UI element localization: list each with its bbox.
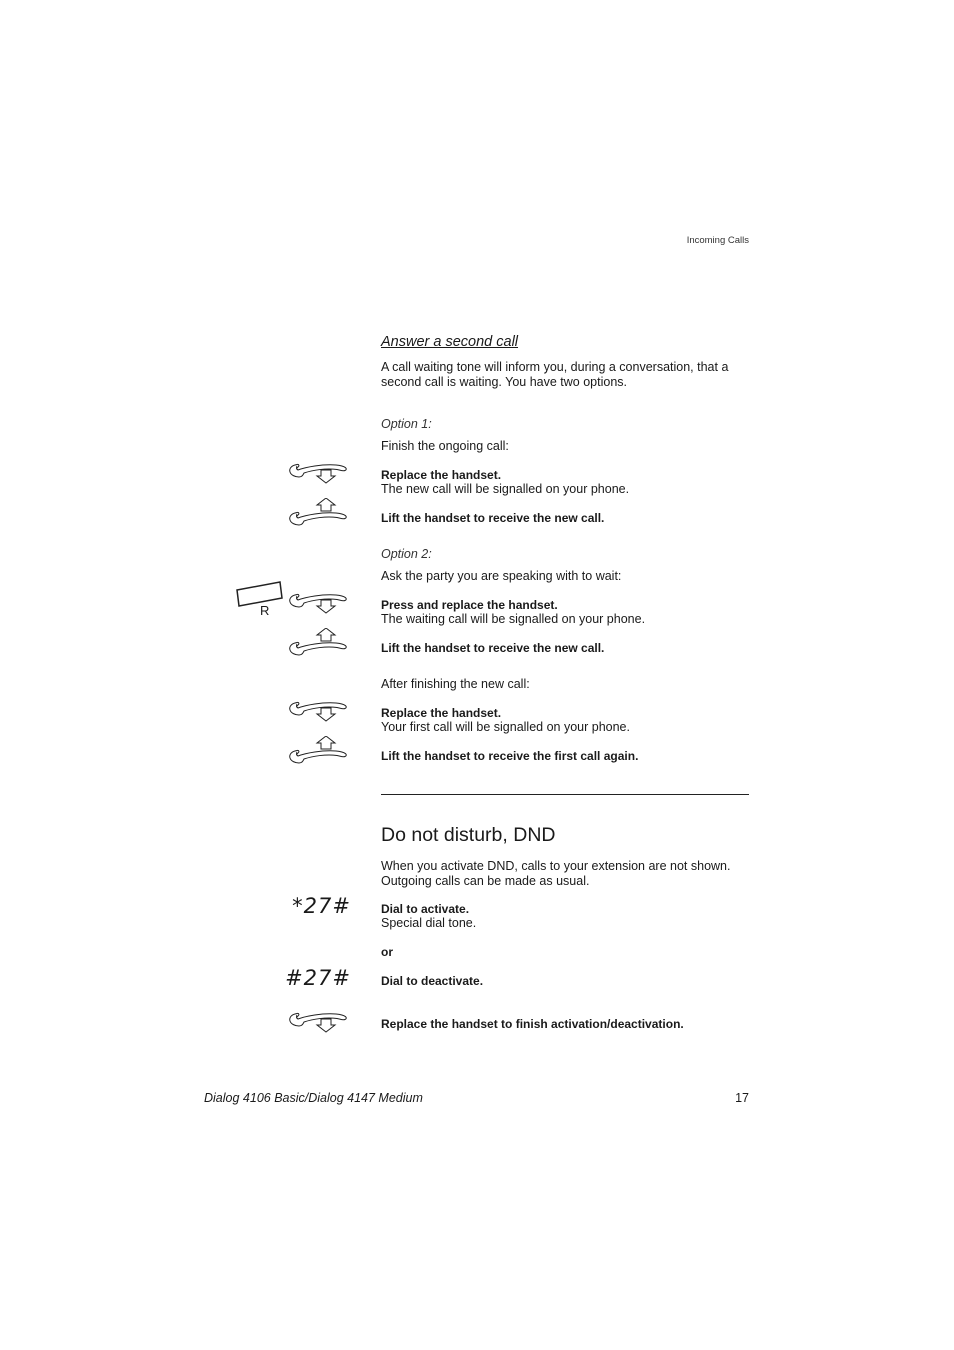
dnd-finish-instruction: Replace the handset to finish activation/deactivation.: [381, 1017, 684, 1031]
option1-step1-text: The new call will be signalled on your phone.: [381, 482, 630, 496]
option2-step2-instruction: Lift the handset to receive the new call.: [381, 641, 605, 655]
replace-handset-icon: [288, 699, 352, 723]
dnd-intro-paragraph: When you activate DND, calls to your extension are not shown. Outgoing calls can be made as usual.: [381, 859, 731, 888]
intro-paragraph: A call waiting tone will inform you, during a conversation, that a second call is waiting. You have two options.: [381, 360, 729, 389]
option1-step2-instruction: Lift the handset to receive the new call.: [381, 511, 605, 525]
lift-handset-icon: [288, 736, 352, 764]
option2-step3-text: Your first call will be signalled on your phone.: [381, 720, 630, 734]
dnd-activate-text: Special dial tone.: [381, 916, 477, 930]
option1-lead: Finish the ongoing call:: [381, 439, 509, 453]
footer-product: Dialog 4106 Basic/Dialog 4147 Medium: [204, 1091, 423, 1105]
option2-step3-instruction: Replace the handset.: [381, 706, 502, 720]
section-title-answer-second-call: Answer a second call: [381, 334, 519, 350]
option1-label: Option 1:: [381, 417, 432, 431]
dnd-activate-instruction: Dial to activate.: [381, 902, 470, 916]
r-key-label: R: [260, 603, 270, 618]
lift-handset-icon: [288, 498, 352, 526]
activate-code: *27#: [292, 894, 351, 918]
dnd-deactivate-instruction: Dial to deactivate.: [381, 974, 484, 988]
section-divider: [381, 794, 749, 795]
option2-after-lead: After finishing the new call:: [381, 677, 530, 691]
page-number: 17: [735, 1091, 749, 1105]
or-separator: or: [381, 945, 393, 959]
option2-step4-instruction: Lift the handset to receive the first call again.: [381, 749, 639, 763]
replace-handset-icon: [288, 591, 352, 615]
option2-step1-text: The waiting call will be signalled on your phone.: [381, 612, 646, 626]
option2-lead: Ask the party you are speaking with to wait:: [381, 569, 622, 583]
deactivate-code: #27#: [285, 966, 351, 990]
chapter-header: Incoming Calls: [686, 235, 749, 246]
lift-handset-icon: [288, 628, 352, 656]
replace-handset-icon: [288, 461, 352, 485]
section-title-dnd: Do not disturb, DND: [381, 824, 556, 846]
replace-handset-icon: [288, 1010, 352, 1034]
option2-label: Option 2:: [381, 547, 432, 561]
option2-step1-instruction: Press and replace the handset.: [381, 598, 558, 612]
option1-step1-instruction: Replace the handset.: [381, 468, 502, 482]
